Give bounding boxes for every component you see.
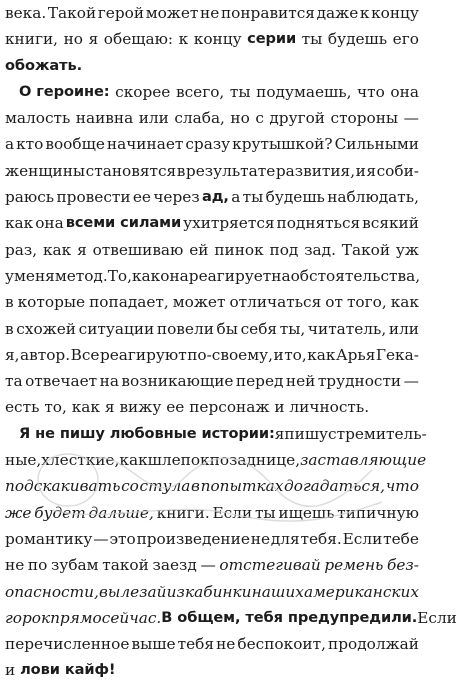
word: она	[390, 82, 419, 101]
word: заднице,	[229, 451, 301, 470]
italic-word: опасности,	[5, 582, 99, 601]
book-page	[5, 0, 457, 684]
word: провести	[56, 188, 131, 207]
word: слаба,	[174, 109, 225, 128]
word: или	[138, 109, 169, 128]
bold-word: лови кайф!	[20, 661, 116, 679]
word: трудности	[317, 372, 402, 391]
word: Арья	[335, 345, 376, 364]
word: Сильными	[334, 135, 419, 154]
word: через	[153, 188, 200, 207]
word: попадает,	[89, 293, 169, 312]
text-line	[5, 316, 419, 342]
word: отвечает	[25, 372, 98, 391]
word: как	[42, 240, 72, 259]
word: возникающие	[121, 372, 234, 391]
word: персонаж	[189, 398, 270, 417]
word: та	[5, 372, 23, 391]
word: я	[274, 424, 285, 443]
word: понравится	[220, 4, 315, 22]
italic-word: же	[5, 503, 32, 522]
word: ные,	[5, 451, 42, 470]
word: Если	[212, 503, 253, 522]
word: вообще	[45, 135, 105, 154]
word: стороны	[330, 109, 399, 128]
word: тебя.	[300, 529, 342, 548]
word: схожей	[16, 319, 77, 338]
word: в	[5, 293, 14, 312]
word: она	[160, 266, 189, 285]
word: продолжай	[328, 635, 419, 654]
text-line	[5, 210, 419, 236]
word: раюсь	[5, 188, 55, 207]
word: бы	[216, 319, 238, 338]
word: а	[5, 135, 15, 154]
italic-word: сейчас.	[101, 608, 162, 627]
word: малость	[5, 109, 71, 128]
word: подумаешь,	[256, 82, 352, 101]
word: концу	[193, 30, 242, 49]
word: ты	[301, 30, 323, 49]
word: то,	[44, 398, 67, 417]
word: подняться	[276, 214, 361, 233]
text-line	[5, 79, 419, 105]
word: как	[132, 266, 161, 285]
word: отличаться	[229, 293, 322, 312]
text-line	[5, 526, 419, 552]
text-line	[5, 158, 419, 184]
word: —	[403, 109, 419, 128]
word: стремитель-	[328, 424, 427, 443]
word: Гека-	[375, 345, 419, 364]
italic-word: заставляющие	[300, 451, 427, 470]
word: женщины	[5, 161, 86, 180]
text-line	[5, 631, 419, 657]
italic-word: догадаться,	[284, 477, 386, 496]
word: ты	[229, 82, 251, 101]
word: ее	[132, 188, 151, 207]
word: но	[230, 109, 250, 128]
text-line	[5, 473, 419, 499]
word: ней	[285, 372, 316, 391]
bold-word: обожать.	[5, 56, 83, 74]
word: реагирует	[188, 266, 272, 285]
word: Такой	[341, 240, 391, 259]
word: века.	[5, 4, 47, 22]
word: себя	[240, 319, 278, 338]
word: пишу	[284, 424, 329, 443]
word: на	[271, 266, 291, 285]
italic-word: прямо	[50, 608, 102, 627]
text-line	[5, 105, 419, 131]
word: скорее	[115, 82, 171, 101]
italic-word: горок	[5, 608, 51, 627]
bold-word: О героине:	[19, 82, 110, 100]
text-line	[5, 394, 419, 420]
text-line	[5, 368, 419, 394]
word: по	[27, 556, 48, 575]
word: а	[231, 188, 241, 207]
word: я	[77, 240, 87, 259]
italic-word: будет	[34, 503, 86, 522]
word: шлепок	[147, 451, 210, 470]
italic-word: в	[191, 477, 200, 496]
word: читатель,	[307, 319, 387, 338]
word: по	[209, 451, 230, 470]
word: не	[250, 529, 270, 548]
word: как	[5, 214, 34, 233]
text-line	[5, 131, 419, 157]
text-line	[5, 53, 419, 79]
text-line	[5, 500, 419, 526]
word: с	[255, 109, 264, 128]
bold-word: всеми силами	[65, 214, 182, 232]
word: Такой	[47, 4, 97, 22]
word: к	[178, 30, 189, 49]
word: пинок	[214, 240, 264, 259]
italic-word: со	[121, 477, 139, 496]
word: тебе	[383, 529, 419, 548]
word: как	[119, 451, 148, 470]
italic-word: отстегивай	[219, 556, 321, 575]
word: ищешь	[278, 503, 335, 522]
word: к	[359, 4, 370, 22]
text-line	[5, 342, 419, 368]
word: в	[176, 161, 186, 180]
text-line	[5, 289, 419, 315]
italic-word: без-	[387, 556, 419, 575]
word: не	[216, 635, 236, 654]
word: заезд	[152, 556, 197, 575]
word: у	[5, 266, 15, 285]
text-line	[5, 657, 419, 683]
word: Все	[70, 345, 100, 364]
word: ей	[189, 240, 209, 259]
text-line	[5, 0, 419, 26]
word: это	[109, 529, 136, 548]
word: будешь	[327, 30, 388, 49]
word: развития,	[275, 161, 356, 180]
word: реагируют	[99, 345, 187, 364]
word: Если	[342, 529, 383, 548]
word: но	[63, 30, 83, 49]
italic-word: ремень	[324, 556, 384, 575]
word: выше	[131, 635, 176, 654]
word: от	[325, 293, 343, 312]
word: книги.	[156, 503, 210, 522]
word: то,	[284, 345, 307, 364]
word: ухитряется	[183, 214, 275, 233]
word: книги,	[5, 30, 59, 49]
word: сразу	[185, 135, 231, 154]
word: может	[172, 293, 226, 312]
word: кто	[16, 135, 44, 154]
word: и	[5, 661, 16, 680]
italic-word: американских	[303, 582, 419, 601]
word: произведение	[136, 529, 250, 548]
word: даже	[316, 4, 359, 22]
bold-word: Я не пишу любовные истории:	[19, 424, 275, 442]
word: я	[366, 161, 377, 180]
text-line	[5, 579, 419, 605]
word: соби-	[376, 161, 419, 180]
italic-word: наших	[251, 582, 304, 601]
word: в	[5, 319, 14, 338]
word: как	[71, 398, 100, 417]
word: обещаю:	[103, 30, 174, 49]
word: или	[388, 319, 419, 338]
word: зад.	[304, 240, 336, 259]
italic-word: —	[200, 556, 216, 575]
word: есть	[5, 398, 40, 417]
word: как	[307, 345, 336, 364]
text-line	[5, 237, 419, 263]
word: результате	[185, 161, 276, 180]
word: метод.	[54, 266, 108, 285]
word: под	[269, 240, 299, 259]
word: вижу	[119, 398, 162, 417]
word: того,	[346, 293, 387, 312]
text-line	[5, 26, 419, 52]
word: хлесткие,	[41, 451, 120, 470]
word: ситуации	[78, 319, 155, 338]
word: я	[88, 30, 99, 49]
word: что	[357, 82, 385, 101]
word: повели	[156, 319, 214, 338]
italic-word: кабинки	[184, 582, 252, 601]
word: другой	[269, 109, 326, 128]
word: наивна	[75, 109, 134, 128]
word: беспокоит,	[237, 635, 326, 654]
word: ты,	[279, 319, 306, 338]
italic-word: из	[166, 582, 185, 601]
word: ты	[242, 188, 264, 207]
word: такой	[102, 556, 149, 575]
word: —	[93, 529, 109, 548]
text-line	[5, 263, 419, 289]
word: тебя	[177, 635, 214, 654]
word: для	[270, 529, 300, 548]
word: ее	[166, 398, 185, 417]
word: как	[390, 293, 419, 312]
italic-word: попытках	[200, 477, 284, 496]
word: всякий	[362, 214, 419, 233]
word: перечисленное	[5, 635, 130, 654]
word: становятся	[85, 161, 177, 180]
bold-word: ад,	[202, 188, 229, 206]
word: которые	[17, 293, 86, 312]
word: его	[392, 30, 419, 49]
word: будешь	[265, 188, 325, 207]
italic-word: стула	[139, 477, 191, 496]
word: ты	[254, 503, 276, 522]
word: зубам	[51, 556, 99, 575]
bold-word: В общем, тебя предупредили.	[161, 608, 418, 626]
italic-word: вылезай	[98, 582, 167, 601]
word: я,	[5, 345, 20, 364]
word: отвешиваю	[92, 240, 184, 259]
word: крутышкой?	[232, 135, 333, 154]
word: автор.	[20, 345, 71, 364]
word: я	[104, 398, 115, 417]
text-line	[5, 447, 427, 473]
text-line	[5, 421, 427, 447]
word: личность.	[289, 398, 370, 417]
text-line	[5, 605, 457, 631]
word: она	[35, 214, 64, 233]
word: и	[273, 345, 284, 364]
italic-word: что	[385, 477, 419, 496]
word: и	[274, 398, 285, 417]
word: на	[99, 372, 119, 391]
word: наблюдать,	[327, 188, 419, 207]
word: по-своему,	[187, 345, 273, 364]
word: романтику	[5, 529, 93, 548]
italic-word: дальше,	[88, 503, 154, 522]
text-line	[5, 184, 419, 210]
text-line	[5, 552, 419, 578]
word: Если	[417, 608, 457, 627]
word: не	[200, 4, 220, 22]
italic-word: подскакивать	[5, 477, 121, 496]
word: обстоятельства,	[290, 266, 421, 285]
word: То,	[107, 266, 132, 285]
word: не	[5, 556, 25, 575]
word: концу	[371, 4, 419, 22]
word: герой	[97, 4, 145, 22]
word: —	[403, 372, 419, 391]
word: меня	[14, 266, 55, 285]
word: перед	[235, 372, 284, 391]
word: всего,	[175, 82, 225, 101]
word: начинает	[106, 135, 184, 154]
word: раз,	[5, 240, 38, 259]
word: и	[355, 161, 366, 180]
word: уж	[395, 240, 419, 259]
bold-word: серии	[247, 30, 297, 48]
word: типичную	[337, 503, 419, 522]
word: может	[145, 4, 199, 22]
